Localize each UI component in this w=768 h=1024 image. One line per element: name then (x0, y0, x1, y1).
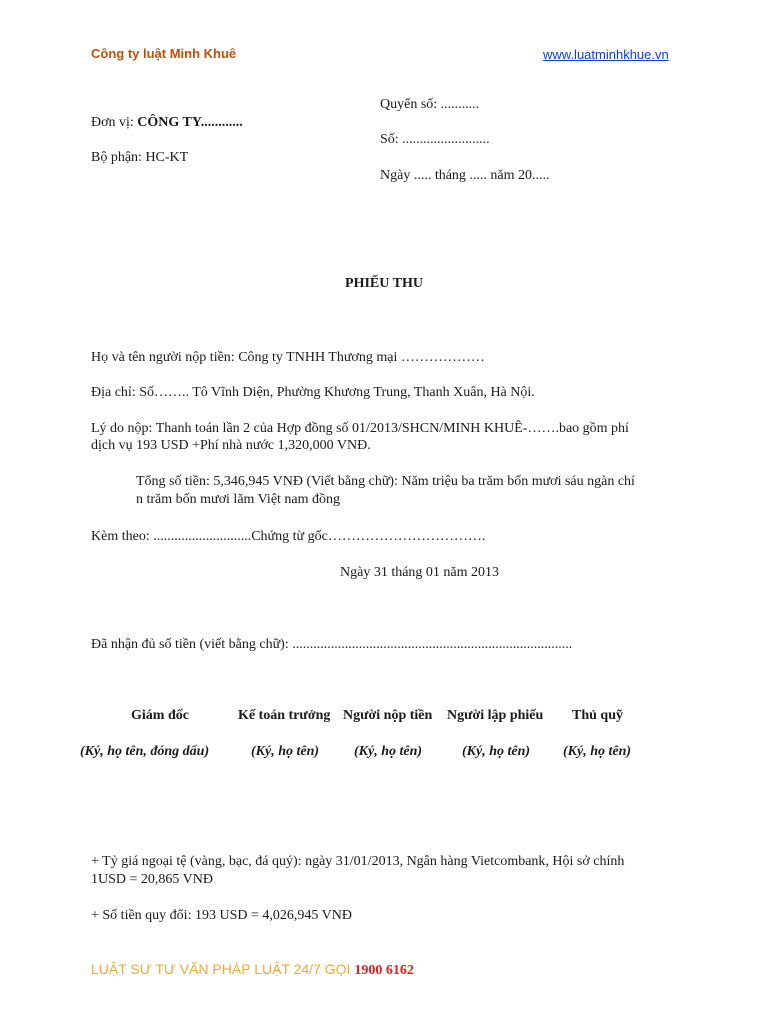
reason-line-1: Lý do nộp: Thanh toán lần 2 của Hợp đồng số 01/2013/SHCN/MINH KHUÊ-…….bao gồm phí (91, 421, 629, 436)
header-company-name: Công ty luật Minh Khuê (91, 46, 237, 61)
total-line-2: n trăm bốn mươi lăm Việt nam đồng (136, 492, 341, 507)
signature-title-cashier: Thủ quỹ (572, 708, 623, 723)
total-line-1: Tổng số tiền: 5,346,945 VNĐ (Viết bằng chữ): Năm triệu ba trăm bốn mươi sáu ngàn chí (136, 474, 635, 489)
unit-label: Đơn vị: (91, 115, 138, 130)
header-website-link[interactable]: www.luatminhkhue.vn (543, 47, 669, 62)
signed-date: Ngày 31 tháng 01 năm 2013 (340, 565, 500, 580)
book-number: Quyển số: ........... (380, 97, 480, 112)
page-title: PHIẾU THU (345, 276, 423, 291)
signature-sub-preparer: (Ký, họ tên) (462, 744, 531, 759)
converted-amount-line: + Số tiền quy đổi: 193 USD = 4,026,945 VNĐ (91, 908, 352, 923)
footer-hotline (91, 961, 414, 979)
document-number: Số: ......................... (380, 132, 490, 147)
signature-title-chief-accountant: Kế toán trưởng (238, 708, 331, 723)
signature-title-payer: Người nộp tiền (343, 708, 433, 723)
attached-line: Kèm theo: ............................Chứng từ gốc……………………………. (91, 529, 486, 544)
document-date: Ngày ..... tháng ..... năm 20..... (380, 168, 550, 183)
footer-text: LUẬT SƯ TƯ VẤN PHÁP LUẬT 24/7 GỌI (91, 961, 355, 977)
unit-value: CÔNG TY............ (137, 115, 243, 130)
unit-line (91, 115, 243, 131)
footer-phone[interactable]: 1900 6162 (354, 963, 414, 978)
exchange-rate-line-2: 1USD = 20,865 VNĐ (91, 872, 213, 887)
department: Bộ phận: HC-KT (91, 150, 189, 165)
exchange-rate-line-1: + Tỷ giá ngoại tệ (vàng, bạc, đá quý): ngày 31/01/2013, Ngân hàng Vietcombank, Hội sở chính (91, 854, 625, 869)
reason-line-2: dịch vụ 193 USD +Phí nhà nước 1,320,000 VNĐ. (91, 438, 371, 453)
signature-title-director: Giám đốc (131, 708, 189, 723)
signature-title-preparer: Người lập phiếu (447, 708, 544, 723)
signature-sub-chief-accountant: (Ký, họ tên) (251, 744, 320, 759)
received-amount-line: Đã nhận đủ số tiền (viết bằng chữ): ................................................................................ (91, 637, 573, 652)
payer-line: Họ và tên người nộp tiền: Công ty TNHH Thương mại ……………… (91, 350, 485, 365)
signature-sub-director: (Ký, họ tên, đóng dấu) (80, 744, 210, 759)
signature-sub-cashier: (Ký, họ tên) (563, 744, 632, 759)
signature-sub-payer: (Ký, họ tên) (354, 744, 423, 759)
address-line: Địa chỉ: Số…….. Tô Vĩnh Diện, Phường Khương Trung, Thanh Xuân, Hà Nội. (91, 385, 535, 400)
